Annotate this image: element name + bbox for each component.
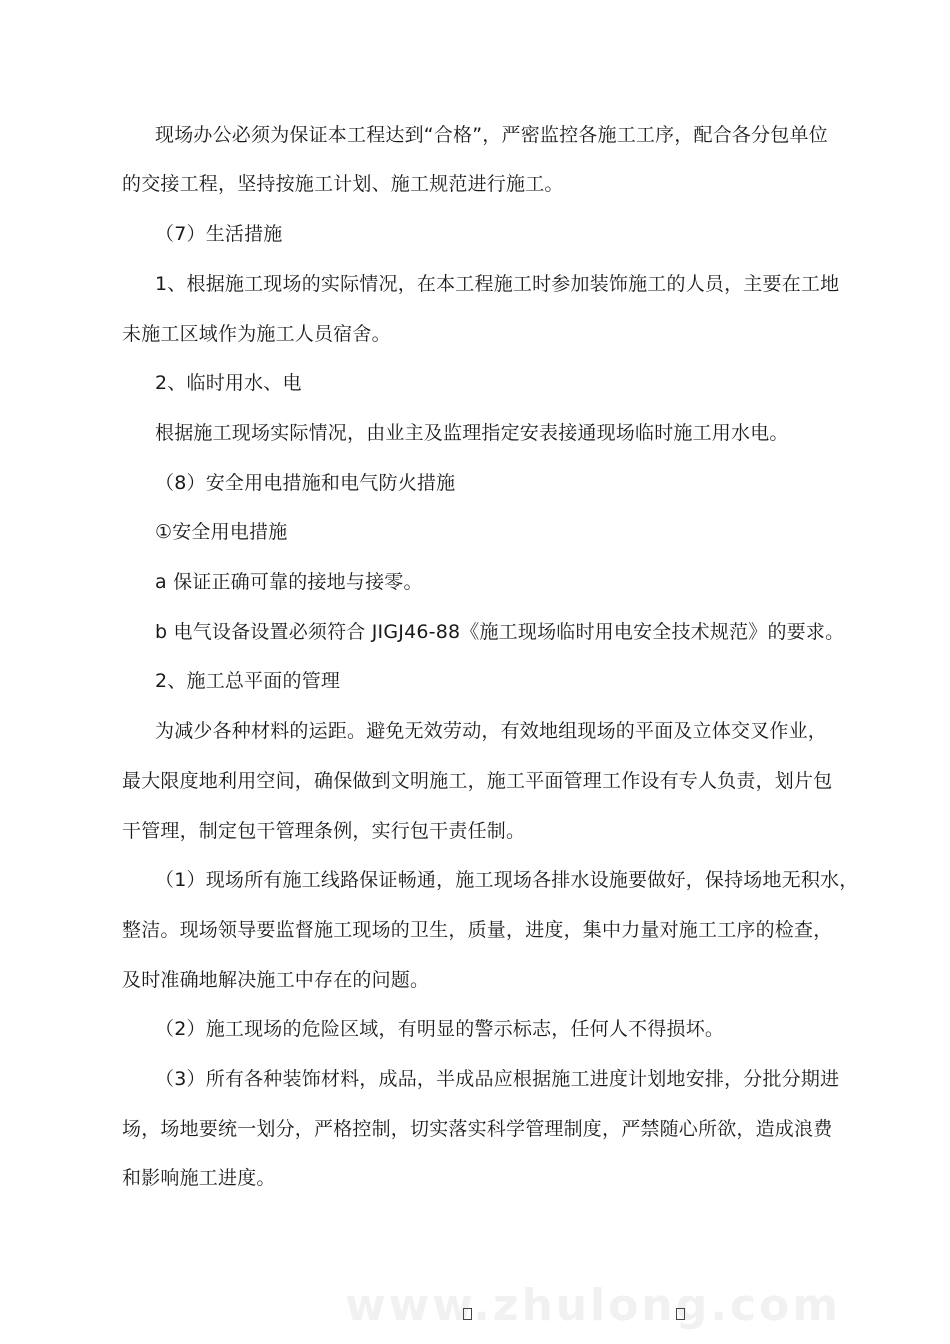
section-heading: 2、临时用水、电 [155, 372, 302, 394]
page-footer [0, 1280, 950, 1330]
paragraph-line: 1、根据施工现场的实际情况，在本工程施工时参加装饰施工的人员，主要在工地 [155, 273, 840, 295]
paragraph-line: 现场办公必须为保证本工程达到“合格”，严密监控各施工工序，配合各分包单位 [155, 124, 828, 146]
section-heading: ①安全用电措施 [155, 521, 288, 543]
paragraph-line: 整洁。现场领导要监督施工现场的卫生，质量，进度，集中力量对施工工序的检查， [122, 919, 833, 941]
paragraph-line: 为减少各种材料的运距。避免无效劳动，有效地组现场的平面及立体交叉作业， [155, 720, 828, 742]
paragraph-line: （3）所有各种装饰材料，成品，半成品应根据施工进度计划地安排，分批分期进 [155, 1068, 840, 1090]
paragraph-line: 干管理，制定包干管理条例，实行包干责任制。 [122, 820, 526, 842]
section-heading: 2、施工总平面的管理 [155, 670, 341, 692]
paragraph-line: 和影响施工进度。 [122, 1167, 276, 1189]
paragraph-line: 场，场地要统一划分，严格控制，切实落实科学管理制度，严禁随心所欲，造成浪费 [122, 1118, 833, 1140]
paragraph-line: 的交接工程，坚持按施工计划、施工规范进行施工。 [122, 173, 564, 195]
paragraph-line: 最大限度地利用空间，确保做到文明施工，施工平面管理工作设有专人负责，划片包 [122, 770, 833, 792]
page-number-placeholder-icon [676, 1308, 685, 1320]
list-item: b 电气设备设置必须符合 JIGJ46-88《施工现场临时用电安全技术规范》的要求。 [155, 621, 845, 643]
page-number-placeholder-icon [463, 1308, 472, 1320]
paragraph-line: （1）现场所有施工线路保证畅通，施工现场各排水设施要做好，保持场地无积水， [155, 869, 859, 891]
paragraph-line: 及时准确地解决施工中存在的问题。 [122, 969, 430, 991]
paragraph-line: 根据施工现场实际情况，由业主及监理指定安表接通现场临时施工用水电。 [155, 422, 789, 444]
paragraph-line: （2）施工现场的危险区域，有明显的警示标志，任何人不得损坏。 [155, 1018, 725, 1040]
section-heading: （7）生活措施 [155, 223, 283, 245]
paragraph-line: 未施工区域作为施工人员宿舍。 [122, 323, 391, 345]
section-heading: （8）安全用电措施和电气防火措施 [155, 472, 456, 494]
watermark-text: www.zhulong.com [345, 1280, 842, 1331]
list-item: a 保证正确可靠的接地与接零。 [155, 571, 423, 593]
